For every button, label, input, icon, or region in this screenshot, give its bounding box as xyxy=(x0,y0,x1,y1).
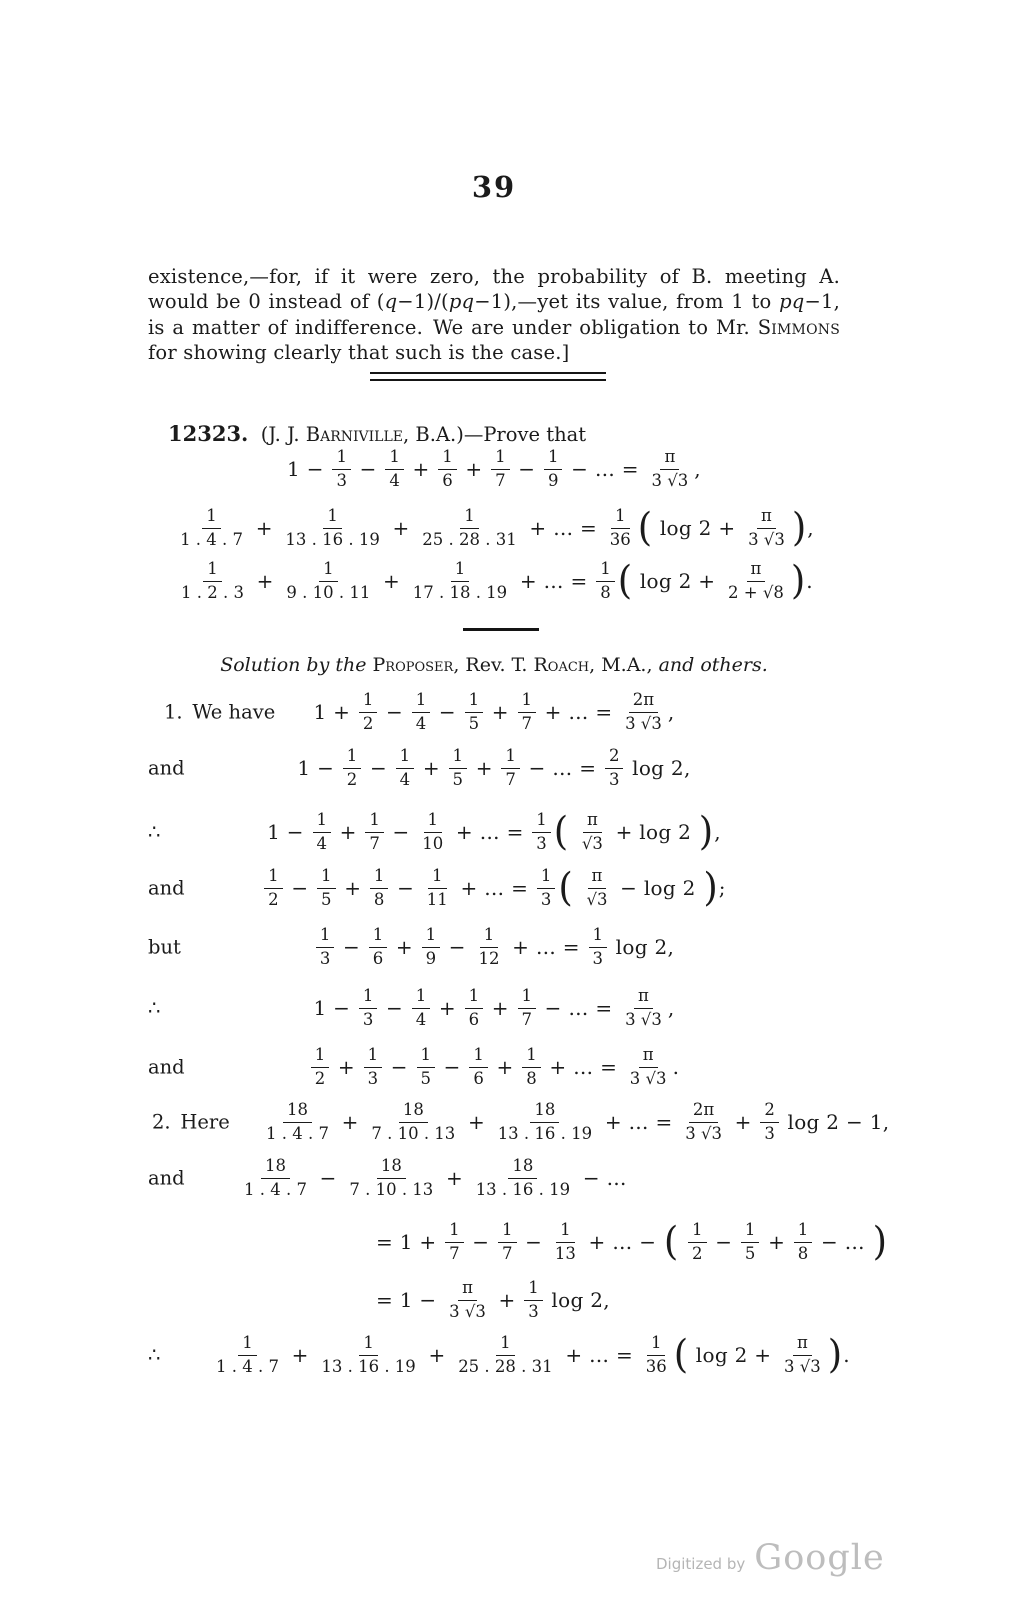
fraction: $\frac{1}{1 . 2 . 3}$ xyxy=(181,559,244,602)
solution-step-row xyxy=(148,980,840,1036)
person-name: Proposer xyxy=(372,654,454,676)
math-text: , xyxy=(807,516,814,540)
math-text: + xyxy=(334,1110,366,1134)
fraction: $\frac{1}{5}$ xyxy=(317,866,336,909)
fraction: $\frac{1}{9 . 10 . 11}$ xyxy=(286,559,371,602)
digitized-by-text: Digitized by xyxy=(656,1555,746,1573)
equation xyxy=(376,1220,888,1263)
math-text: + xyxy=(333,820,364,844)
fraction: $\frac{1}{25 . 28 . 31}$ xyxy=(422,506,517,549)
fraction: $\frac{18}{1 . 4 . 7}$ xyxy=(266,1100,329,1143)
math-var: pq xyxy=(779,290,805,313)
fraction: $\frac{1}{3}$ xyxy=(332,447,351,490)
math-text: + xyxy=(405,457,437,481)
math-text: log 2 + xyxy=(653,516,743,540)
fraction: $\frac{1}{7}$ xyxy=(501,746,520,789)
math-text: + … = xyxy=(505,935,587,959)
math-text: + … − xyxy=(581,1230,663,1254)
person-name: Simmons xyxy=(757,315,840,339)
fraction: $\frac{1}{8}$ xyxy=(596,559,615,602)
fraction: $\frac{1}{5}$ xyxy=(417,1045,436,1088)
math-text: + xyxy=(761,1230,792,1254)
math-text: . xyxy=(672,1055,680,1079)
fraction: $\frac{2\pi}{3 √3}$ xyxy=(625,690,662,733)
math-text: − xyxy=(708,1230,739,1254)
math-text: . xyxy=(843,1343,850,1367)
math-text: − xyxy=(363,756,394,780)
fraction: $\frac{1}{36}$ xyxy=(645,1333,667,1376)
fraction: $\frac{1}{6}$ xyxy=(369,925,388,968)
math-text: − xyxy=(384,1055,415,1079)
fraction: $\frac{\pi}{2 + √8}$ xyxy=(728,559,784,602)
fraction: $\frac{1}{11}$ xyxy=(426,866,448,909)
math-text: − xyxy=(518,1230,549,1254)
math-text: 1 + xyxy=(313,700,357,724)
step-label: and xyxy=(148,876,185,900)
big-paren: ) xyxy=(698,809,714,855)
fraction: $\frac{1}{13 . 16 . 19}$ xyxy=(321,1333,416,1376)
equation xyxy=(210,1333,850,1376)
big-paren: ( xyxy=(637,505,653,551)
fraction: $\frac{1}{7}$ xyxy=(491,447,510,490)
intro-text: −1)/( xyxy=(397,290,449,313)
fraction: $\frac{\pi}{3 √3}$ xyxy=(784,1333,821,1376)
math-text: + … = xyxy=(542,1055,624,1079)
fraction: $\frac{1}{3}$ xyxy=(589,925,608,968)
step-label: and xyxy=(148,1055,185,1079)
step-label: 1. We have xyxy=(164,700,276,724)
fraction: $\frac{1}{3}$ xyxy=(364,1045,383,1088)
fraction: $\frac{1}{9}$ xyxy=(422,925,441,968)
fraction: $\frac{\pi}{3 √3}$ xyxy=(748,506,785,549)
fraction: $\frac{1}{3}$ xyxy=(532,810,551,853)
big-paren: ( xyxy=(617,558,633,604)
math-text: + xyxy=(461,1110,492,1134)
fraction: $\frac{\pi}{3 √3}$ xyxy=(651,447,689,490)
big-paren: ) xyxy=(703,865,718,911)
fraction: $\frac{1}{3}$ xyxy=(537,866,556,909)
math-text: − xyxy=(390,876,421,900)
solution-step-row xyxy=(148,1214,1012,1270)
math-text: − … xyxy=(576,1166,627,1190)
big-paren: ( xyxy=(673,1332,689,1378)
double-rule-divider xyxy=(370,372,606,381)
math-text: − xyxy=(465,1230,496,1254)
math-text: + xyxy=(416,756,447,780)
fraction: $\frac{1}{1 . 4 . 7}$ xyxy=(216,1333,279,1376)
math-text xyxy=(569,820,576,844)
page-number: 39 xyxy=(471,170,517,204)
math-text: − xyxy=(379,996,410,1020)
solution-step-row xyxy=(148,684,840,740)
solution-step-row xyxy=(148,1150,930,1206)
equation xyxy=(313,986,674,1029)
math-text: + xyxy=(491,1288,523,1312)
math-text: , xyxy=(714,820,721,844)
math-text: log 2, xyxy=(609,935,675,959)
math-text: + … = xyxy=(522,516,604,540)
fraction: $\frac{1}{3}$ xyxy=(359,986,378,1029)
step-label: but xyxy=(148,935,181,959)
fraction: $\frac{\pi}{√3}$ xyxy=(586,866,608,909)
math-text: − xyxy=(432,700,463,724)
math-text: , xyxy=(667,996,675,1020)
equation xyxy=(309,1045,679,1088)
therefore-label: ∴ xyxy=(148,1343,161,1367)
math-text: − xyxy=(312,1166,344,1190)
math-text: + … = xyxy=(513,569,595,593)
math-text: = 1 + xyxy=(376,1230,444,1254)
math-text: 1 − xyxy=(267,820,311,844)
math-text: + xyxy=(284,1343,316,1367)
step-label: and xyxy=(148,1166,185,1190)
short-rule-divider xyxy=(463,628,539,631)
fraction: $\frac{1}{7}$ xyxy=(518,986,537,1029)
math-text: + xyxy=(432,996,463,1020)
fraction: $\frac{1}{4}$ xyxy=(385,447,404,490)
fraction: $\frac{\pi}{3 √3}$ xyxy=(449,1278,486,1321)
math-text: 1 − xyxy=(313,996,357,1020)
math-text: + xyxy=(249,516,280,540)
fraction: $\frac{2}{3}$ xyxy=(760,1100,779,1143)
math-text: − … xyxy=(814,1230,872,1254)
solution-step-row xyxy=(148,1094,952,1150)
fraction: $\frac{1}{5}$ xyxy=(741,1220,760,1263)
math-text: + xyxy=(485,996,516,1020)
math-text: 1 − xyxy=(297,756,341,780)
math-text: − xyxy=(352,457,384,481)
step-label: and xyxy=(148,756,185,780)
math-text: log 2, xyxy=(544,1288,610,1312)
step-label: 2. Here xyxy=(152,1110,230,1134)
big-paren: ( xyxy=(663,1219,679,1265)
byline-text: , Rev. T. xyxy=(453,654,534,676)
person-name: Roach xyxy=(533,654,590,676)
math-text: − xyxy=(511,457,542,481)
fraction: $\frac{1}{25 . 28 . 31}$ xyxy=(458,1333,553,1376)
math-text: log 2 + xyxy=(689,1343,778,1367)
math-text: + … = xyxy=(598,1110,680,1134)
fraction: $\frac{\pi}{√3}$ xyxy=(581,810,603,853)
heading-text: (J. J. xyxy=(248,423,306,446)
fraction: $\frac{1}{2}$ xyxy=(359,690,378,733)
math-text: log 2 + xyxy=(633,569,723,593)
fraction: $\frac{1}{6}$ xyxy=(465,986,484,1029)
fraction: $\frac{1}{3}$ xyxy=(316,925,335,968)
fraction: $\frac{18}{1 . 4 . 7}$ xyxy=(244,1156,307,1199)
math-text: + xyxy=(389,935,420,959)
math-text: + xyxy=(421,1343,453,1367)
fraction: $\frac{1}{2}$ xyxy=(688,1220,707,1263)
fraction: $\frac{1}{4}$ xyxy=(412,986,431,1029)
fraction: $\frac{1}{6}$ xyxy=(469,1045,488,1088)
math-text: + xyxy=(727,1110,759,1134)
math-text xyxy=(574,876,581,900)
big-paren: ) xyxy=(827,1332,843,1378)
big-paren: ) xyxy=(872,1219,888,1265)
solution-step-row xyxy=(148,860,840,916)
math-text: + xyxy=(485,700,516,724)
solution-step-row xyxy=(148,804,840,860)
math-text: + xyxy=(376,569,407,593)
math-text: + xyxy=(331,1055,362,1079)
math-text: + xyxy=(458,457,490,481)
therefore-label: ∴ xyxy=(148,996,161,1020)
problem-number: 12323. xyxy=(168,421,249,446)
math-text: + xyxy=(385,516,417,540)
equation xyxy=(260,1100,889,1143)
equation xyxy=(267,810,721,853)
math-text: + … = xyxy=(449,820,531,844)
solution-step-row xyxy=(148,1327,902,1383)
math-text: + xyxy=(250,569,281,593)
fraction: $\frac{1}{7}$ xyxy=(445,1220,464,1263)
fraction: $\frac{1}{6}$ xyxy=(438,447,457,490)
fraction: $\frac{1}{36}$ xyxy=(609,506,631,549)
big-paren: ) xyxy=(791,505,807,551)
equation xyxy=(297,746,690,789)
math-text xyxy=(679,1230,686,1254)
equation xyxy=(313,690,674,733)
intro-text: −1),—yet its value, from 1 to xyxy=(474,290,780,313)
scanned-page xyxy=(148,0,890,1619)
fraction: $\frac{2}{3}$ xyxy=(605,746,624,789)
fraction: $\frac{1}{2}$ xyxy=(264,866,283,909)
math-text: . xyxy=(806,569,813,593)
heading-text: , B.A.)—Prove that xyxy=(403,423,587,446)
big-paren: ( xyxy=(558,865,573,911)
fraction: $\frac{1}{7}$ xyxy=(518,690,537,733)
fraction: $\frac{1}{13 . 16 . 19}$ xyxy=(285,506,380,549)
math-text: log 2 − 1, xyxy=(780,1110,890,1134)
fraction: $\frac{1}{1 . 4 . 7}$ xyxy=(180,506,244,549)
fraction: $\frac{1}{10}$ xyxy=(422,810,444,853)
math-text: − xyxy=(385,820,417,844)
solution-step-row xyxy=(148,1272,1012,1328)
equation xyxy=(314,925,674,968)
google-logo: Google xyxy=(754,1538,885,1578)
math-text: log 2, xyxy=(625,756,691,780)
intro-text: for showing clearly that such is the case.] xyxy=(148,341,570,364)
author-name: Barniville xyxy=(305,423,403,446)
fraction: $\frac{\pi}{3 √3}$ xyxy=(625,986,662,1029)
fraction: $\frac{1}{7}$ xyxy=(498,1220,517,1263)
math-text: + … = xyxy=(453,876,535,900)
fraction: $\frac{1}{3}$ xyxy=(524,1278,543,1321)
math-text: − xyxy=(336,935,367,959)
fraction: $\frac{1}{4}$ xyxy=(313,810,332,853)
math-text: − log 2 xyxy=(613,876,703,900)
math-text: , xyxy=(667,700,675,724)
math-text: − xyxy=(442,935,473,959)
fraction: $\frac{1}{2}$ xyxy=(311,1045,330,1088)
math-text: + … = xyxy=(558,1343,640,1367)
math-text: − xyxy=(437,1055,468,1079)
math-text: − … = xyxy=(564,457,646,481)
fraction: $\frac{1}{5}$ xyxy=(449,746,468,789)
equation xyxy=(238,1156,627,1199)
big-paren: ) xyxy=(790,558,806,604)
math-text: = 1 − xyxy=(376,1288,444,1312)
fraction: $\frac{18}{7 . 10 . 13}$ xyxy=(371,1100,456,1143)
fraction: $\frac{1}{4}$ xyxy=(412,690,431,733)
fraction: $\frac{\pi}{3 √3}$ xyxy=(629,1045,667,1088)
equation xyxy=(148,554,840,608)
math-text: − … = xyxy=(521,756,603,780)
fraction: $\frac{1}{4}$ xyxy=(396,746,415,789)
byline-text: , M.A., xyxy=(589,654,659,676)
math-text: + … = xyxy=(538,700,620,724)
math-var: pq xyxy=(448,290,475,313)
math-text: + xyxy=(337,876,368,900)
math-text: , xyxy=(694,457,701,481)
fraction: $\frac{1}{17 . 18 . 19}$ xyxy=(412,559,508,602)
therefore-label: ∴ xyxy=(148,820,161,844)
fraction: $\frac{1}{5}$ xyxy=(465,690,484,733)
fraction: $\frac{18}{13 . 16 . 19}$ xyxy=(475,1156,571,1199)
intro-text: −1, is a matter of indifference. We are under obligation to Mr. xyxy=(148,290,840,339)
math-var: q xyxy=(384,290,398,313)
math-text: − … = xyxy=(538,996,620,1020)
equation xyxy=(376,1278,610,1321)
google-watermark xyxy=(656,1538,885,1578)
math-text: 1 − xyxy=(287,457,331,481)
solution-step-row xyxy=(148,1039,840,1095)
intro-paragraph xyxy=(148,264,840,366)
math-text: − xyxy=(379,700,410,724)
fraction: $\frac{18}{13 . 16 . 19}$ xyxy=(497,1100,593,1143)
math-text: + log 2 xyxy=(608,820,698,844)
solution-step-row xyxy=(148,919,840,975)
math-text: + xyxy=(489,1055,521,1079)
fraction: $\frac{18}{7 . 10 . 13}$ xyxy=(349,1156,434,1199)
fraction: $\frac{1}{13}$ xyxy=(554,1220,576,1263)
math-text: + xyxy=(469,756,500,780)
math-text: + xyxy=(439,1166,470,1190)
big-paren: ( xyxy=(553,809,569,855)
solution-step-row xyxy=(148,740,840,796)
fraction: $\frac{1}{2}$ xyxy=(343,746,362,789)
equation xyxy=(262,866,726,909)
equation xyxy=(148,501,840,555)
byline-text: and others. xyxy=(658,654,768,676)
fraction: $\frac{1}{9}$ xyxy=(544,447,563,490)
solution-byline xyxy=(148,654,840,676)
math-text: − xyxy=(284,876,316,900)
fraction: $\frac{2\pi}{3 √3}$ xyxy=(685,1100,722,1143)
fraction: $\frac{1}{8}$ xyxy=(370,866,389,909)
fraction: $\frac{1}{8}$ xyxy=(794,1220,813,1263)
byline-text: Solution by the xyxy=(220,654,373,676)
fraction: $\frac{1}{12}$ xyxy=(478,925,500,968)
intro-text: existence,—for, if it were zero, the probability of B. meeting A. would be 0 instead of ( xyxy=(148,264,840,313)
equation xyxy=(148,443,840,495)
fraction: $\frac{1}{8}$ xyxy=(522,1045,541,1088)
fraction: $\frac{1}{7}$ xyxy=(365,810,384,853)
math-text: ; xyxy=(718,876,726,900)
